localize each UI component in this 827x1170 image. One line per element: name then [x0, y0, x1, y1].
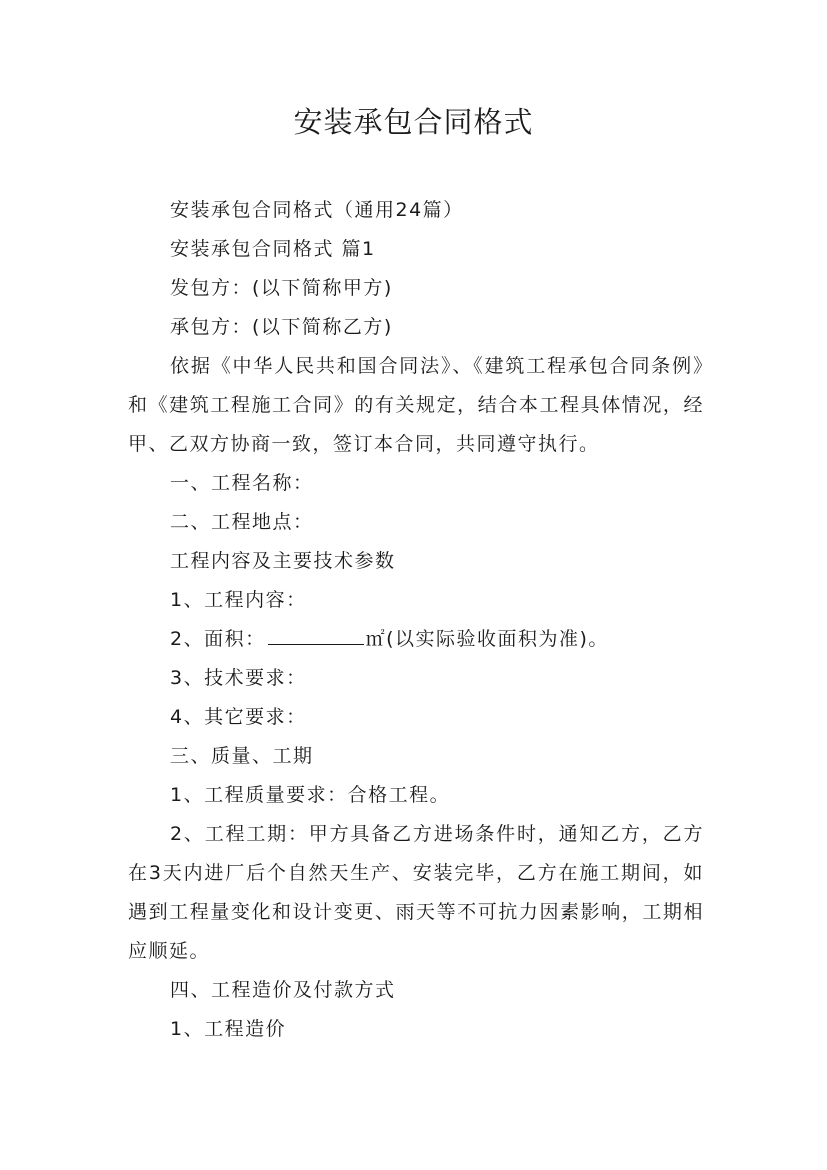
- area-unit-note: ㎡(以实际验收面积为准)。: [365, 628, 609, 650]
- paragraph-other-requirements: 4、其它要求：: [170, 706, 307, 728]
- document-title: 安装承包合同格式: [293, 105, 534, 139]
- area-label: 2、面积：: [170, 628, 266, 650]
- paragraph-contract-series: 安装承包合同格式（通用24篇）: [170, 199, 464, 221]
- paragraph-cost-payment-heading: 四、工程造价及付款方式: [170, 979, 396, 1001]
- document-body: [128, 191, 704, 1049]
- paragraph-project-cost: 1、工程造价: [170, 1018, 287, 1040]
- area-blank-line: [268, 626, 364, 645]
- paragraph-work-period: 2、工程工期：甲方具备乙方进场条件时，通知乙方，乙方在3天内进厂后个自然天生产、安装完毕，乙方在施工期间，如遇到工程量变化和设计变更、雨天等不可抗力因素影响，工期相应顺延。: [128, 823, 704, 962]
- paragraph-party-a: 发包方：(以下简称甲方): [170, 277, 393, 299]
- paragraph-tech-requirements: 3、技术要求：: [170, 667, 307, 689]
- paragraph-content-heading: 工程内容及主要技术参数: [170, 550, 396, 572]
- paragraph-chapter-heading: 安装承包合同格式 篇1: [170, 238, 376, 260]
- paragraph-area: [128, 620, 704, 659]
- paragraph-project-name: 一、工程名称：: [170, 472, 314, 494]
- paragraph-project-content: 1、工程内容：: [170, 589, 307, 611]
- paragraph-quality-period-heading: 三、质量、工期: [170, 745, 314, 767]
- paragraph-project-location: 二、工程地点：: [170, 511, 314, 533]
- paragraph-party-b: 承包方：(以下简称乙方): [170, 316, 393, 338]
- paragraph-legal-basis: 依据《中华人民共和国合同法》、《建筑工程承包合同条例》和《建筑工程施工合同》的有关规定，结合本工程具体情况，经甲、乙双方协商一致，签订本合同，共同遵守执行。: [128, 355, 704, 455]
- paragraph-quality-requirement: 1、工程质量要求：合格工程。: [170, 784, 451, 806]
